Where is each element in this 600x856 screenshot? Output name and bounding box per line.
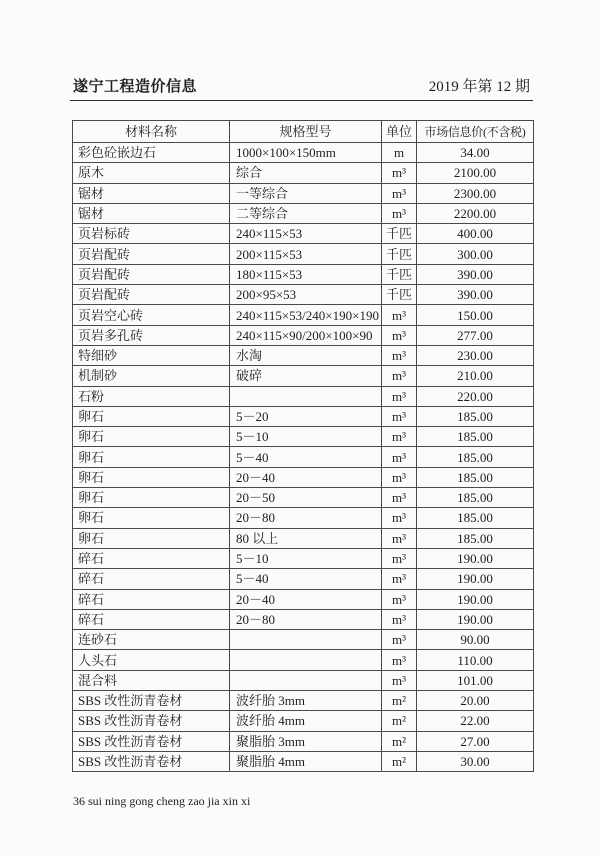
material-name-cell: 页岩配砖 <box>73 264 230 284</box>
unit-cell: m³ <box>382 163 417 183</box>
table-row <box>73 366 534 386</box>
unit-cell: 千匹 <box>382 224 417 244</box>
material-name-cell: 石粉 <box>73 386 230 406</box>
unit-cell: m³ <box>382 406 417 426</box>
table-row <box>73 285 534 305</box>
spec-cell: 20－40 <box>230 467 382 487</box>
spec-cell: 一等综合 <box>230 183 382 203</box>
price-cell: 110.00 <box>417 650 534 670</box>
spec-cell: 1000×100×150mm <box>230 143 382 163</box>
spec-cell: 240×115×53/240×190×190 <box>230 305 382 325</box>
table-row <box>73 386 534 406</box>
unit-cell: m³ <box>382 467 417 487</box>
spec-cell <box>230 630 382 650</box>
material-name-cell: 页岩配砖 <box>73 285 230 305</box>
material-name-cell: 页岩标砖 <box>73 224 230 244</box>
material-name-cell: 卵石 <box>73 508 230 528</box>
table-row <box>73 751 534 771</box>
price-cell: 230.00 <box>417 345 534 365</box>
page-header <box>70 78 533 101</box>
material-name-cell: 卵石 <box>73 447 230 467</box>
spec-cell: 聚脂胎 3mm <box>230 731 382 751</box>
price-cell: 27.00 <box>417 731 534 751</box>
price-cell: 185.00 <box>417 427 534 447</box>
table-row <box>73 143 534 163</box>
unit-cell: m³ <box>382 508 417 528</box>
table-body <box>73 143 534 772</box>
unit-cell: m³ <box>382 345 417 365</box>
price-cell: 150.00 <box>417 305 534 325</box>
price-cell: 34.00 <box>417 143 534 163</box>
material-name-cell: 碎石 <box>73 548 230 568</box>
price-cell: 210.00 <box>417 366 534 386</box>
material-name-cell: 机制砂 <box>73 366 230 386</box>
issue-number: 2019 年第 12 期 <box>428 79 530 95</box>
unit-cell: m³ <box>382 427 417 447</box>
price-cell: 190.00 <box>417 609 534 629</box>
table-row <box>73 569 534 589</box>
price-cell: 2200.00 <box>417 203 534 223</box>
price-cell: 2300.00 <box>417 183 534 203</box>
material-name-cell: SBS 改性沥青卷材 <box>73 751 230 771</box>
material-name-cell: 连砂石 <box>73 630 230 650</box>
unit-cell: m³ <box>382 305 417 325</box>
spec-cell: 20－40 <box>230 589 382 609</box>
unit-cell: m³ <box>382 183 417 203</box>
unit-cell: m² <box>382 751 417 771</box>
table-row <box>73 609 534 629</box>
table-row <box>73 467 534 487</box>
unit-cell: m³ <box>382 325 417 345</box>
table-row <box>73 447 534 467</box>
spec-cell: 20－80 <box>230 609 382 629</box>
unit-cell: m³ <box>382 569 417 589</box>
publication-title: 遂宁工程造价信息 <box>73 79 198 95</box>
unit-cell: m³ <box>382 366 417 386</box>
price-cell: 190.00 <box>417 548 534 568</box>
material-price-table <box>72 120 534 772</box>
table-row <box>73 203 534 223</box>
table-row <box>73 427 534 447</box>
price-cell: 277.00 <box>417 325 534 345</box>
column-header-material-name: 材料名称 <box>73 121 230 143</box>
material-name-cell: 锯材 <box>73 183 230 203</box>
price-cell: 390.00 <box>417 264 534 284</box>
material-name-cell: 人头石 <box>73 650 230 670</box>
table-row <box>73 548 534 568</box>
table-row <box>73 528 534 548</box>
material-name-cell: 特细砂 <box>73 345 230 365</box>
spec-cell: 200×95×53 <box>230 285 382 305</box>
unit-cell: m³ <box>382 630 417 650</box>
column-header-market-price: 市场信息价(不含税) <box>417 121 534 143</box>
unit-cell: 千匹 <box>382 244 417 264</box>
price-cell: 101.00 <box>417 670 534 690</box>
spec-cell <box>230 670 382 690</box>
material-name-cell: 卵石 <box>73 488 230 508</box>
table-row <box>73 589 534 609</box>
table-row <box>73 325 534 345</box>
spec-cell: 5－20 <box>230 406 382 426</box>
price-cell: 185.00 <box>417 528 534 548</box>
table-row <box>73 264 534 284</box>
material-name-cell: 卵石 <box>73 406 230 426</box>
material-name-cell: SBS 改性沥青卷材 <box>73 711 230 731</box>
price-cell: 220.00 <box>417 386 534 406</box>
spec-cell <box>230 650 382 670</box>
unit-cell: 千匹 <box>382 285 417 305</box>
spec-cell <box>230 386 382 406</box>
table-row <box>73 488 534 508</box>
material-name-cell: 锯材 <box>73 203 230 223</box>
price-cell: 185.00 <box>417 488 534 508</box>
spec-cell: 5－40 <box>230 447 382 467</box>
material-name-cell: SBS 改性沥青卷材 <box>73 731 230 751</box>
price-cell: 90.00 <box>417 630 534 650</box>
unit-cell: m³ <box>382 609 417 629</box>
material-name-cell: SBS 改性沥青卷材 <box>73 691 230 711</box>
spec-cell: 240×115×53 <box>230 224 382 244</box>
material-name-cell: 碎石 <box>73 569 230 589</box>
table-row <box>73 630 534 650</box>
spec-cell: 波纤胎 4mm <box>230 711 382 731</box>
spec-cell: 200×115×53 <box>230 244 382 264</box>
table-row <box>73 731 534 751</box>
price-cell: 190.00 <box>417 569 534 589</box>
table-header-row <box>73 121 534 143</box>
table-row <box>73 670 534 690</box>
table-row <box>73 305 534 325</box>
table-row <box>73 163 534 183</box>
spec-cell: 5－10 <box>230 427 382 447</box>
column-header-unit: 单位 <box>382 121 417 143</box>
table-row <box>73 691 534 711</box>
table-row <box>73 183 534 203</box>
material-name-cell: 页岩空心砖 <box>73 305 230 325</box>
material-name-cell: 页岩配砖 <box>73 244 230 264</box>
price-cell: 30.00 <box>417 751 534 771</box>
material-name-cell: 混合料 <box>73 670 230 690</box>
material-name-cell: 卵石 <box>73 427 230 447</box>
price-cell: 185.00 <box>417 467 534 487</box>
unit-cell: m³ <box>382 650 417 670</box>
unit-cell: m³ <box>382 447 417 467</box>
unit-cell: m³ <box>382 488 417 508</box>
price-cell: 185.00 <box>417 447 534 467</box>
spec-cell: 240×115×90/200×100×90 <box>230 325 382 345</box>
price-cell: 2100.00 <box>417 163 534 183</box>
spec-cell: 综合 <box>230 163 382 183</box>
spec-cell: 波纤胎 3mm <box>230 691 382 711</box>
table-row <box>73 650 534 670</box>
material-name-cell: 碎石 <box>73 609 230 629</box>
spec-cell: 水淘 <box>230 345 382 365</box>
unit-cell: m² <box>382 711 417 731</box>
price-cell: 190.00 <box>417 589 534 609</box>
spec-cell: 5－40 <box>230 569 382 589</box>
unit-cell: m³ <box>382 670 417 690</box>
spec-cell: 二等综合 <box>230 203 382 223</box>
column-header-spec: 规格型号 <box>230 121 382 143</box>
spec-cell: 20－80 <box>230 508 382 528</box>
unit-cell: m³ <box>382 589 417 609</box>
spec-cell: 破碎 <box>230 366 382 386</box>
material-name-cell: 碎石 <box>73 589 230 609</box>
table-row <box>73 508 534 528</box>
price-cell: 22.00 <box>417 711 534 731</box>
unit-cell: 千匹 <box>382 264 417 284</box>
page-footer: 36 sui ning gong cheng zao jia xin xi <box>73 794 251 808</box>
spec-cell: 180×115×53 <box>230 264 382 284</box>
spec-cell: 80 以上 <box>230 528 382 548</box>
material-name-cell: 卵石 <box>73 528 230 548</box>
unit-cell: m² <box>382 731 417 751</box>
unit-cell: m³ <box>382 528 417 548</box>
spec-cell: 聚脂胎 4mm <box>230 751 382 771</box>
price-cell: 185.00 <box>417 508 534 528</box>
table-row <box>73 224 534 244</box>
price-cell: 400.00 <box>417 224 534 244</box>
unit-cell: m³ <box>382 548 417 568</box>
table-row <box>73 406 534 426</box>
unit-cell: m <box>382 143 417 163</box>
price-cell: 185.00 <box>417 406 534 426</box>
unit-cell: m³ <box>382 386 417 406</box>
material-name-cell: 卵石 <box>73 467 230 487</box>
material-name-cell: 彩色砼嵌边石 <box>73 143 230 163</box>
unit-cell: m² <box>382 691 417 711</box>
table-row <box>73 345 534 365</box>
table-row <box>73 711 534 731</box>
material-name-cell: 页岩多孔砖 <box>73 325 230 345</box>
price-cell: 300.00 <box>417 244 534 264</box>
table-row <box>73 244 534 264</box>
price-cell: 20.00 <box>417 691 534 711</box>
spec-cell: 5－10 <box>230 548 382 568</box>
price-cell: 390.00 <box>417 285 534 305</box>
unit-cell: m³ <box>382 203 417 223</box>
spec-cell: 20－50 <box>230 488 382 508</box>
material-name-cell: 原木 <box>73 163 230 183</box>
